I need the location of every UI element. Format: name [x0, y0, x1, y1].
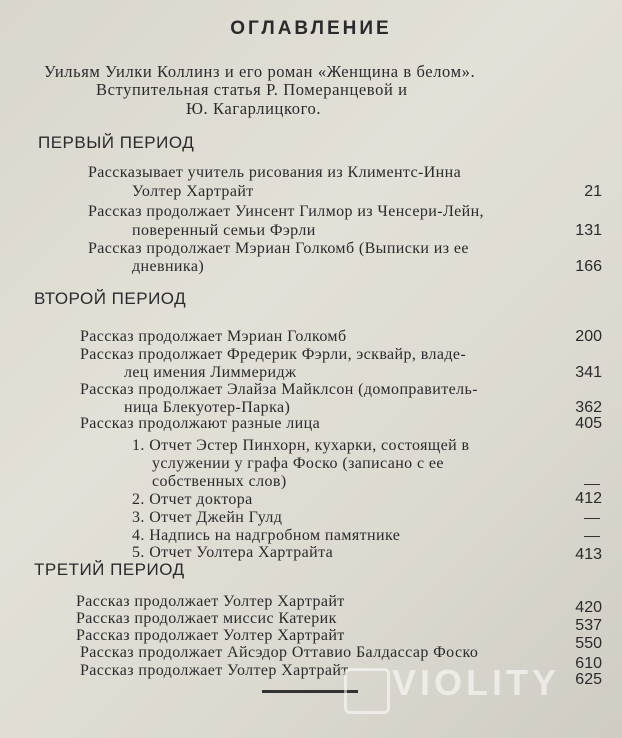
page-number: 412 — [575, 490, 602, 507]
toc-line: Рассказ продолжает Уинсент Гилмор из Ченсери-Лейн, — [88, 203, 484, 220]
page-number: 537 — [575, 617, 602, 634]
toc-line: услужении у графа Фоско (записано с ее — [152, 455, 444, 472]
page-number: 341 — [575, 364, 602, 381]
toc-line: Рассказывает учитель рисования из Климентс-Инна — [88, 164, 462, 181]
intro-line-2: Вступительная статья Р. Померанцевой и — [96, 80, 408, 99]
toc-line: Рассказ продолжает миссис Катерик — [76, 610, 337, 627]
page-dash — [584, 536, 600, 537]
page-number: 21 — [584, 183, 602, 200]
toc-line: Рассказ продолжает Элайза Майклсон (домоправитель- — [80, 381, 478, 398]
toc-line: Рассказ продолжает Фредерик Фэрли, эсквайр, владе- — [80, 346, 467, 363]
toc-line: 2. Отчет доктора — [132, 491, 253, 508]
section-heading: ТРЕТИЙ ПЕРИОД — [34, 560, 185, 579]
toc-line: поверенный семьи Фэрли — [132, 222, 316, 239]
page-number: 166 — [575, 258, 602, 275]
toc-line: лец имения Лиммеридж — [124, 364, 297, 381]
page-number: 625 — [575, 671, 602, 688]
page-title: ОГЛАВЛЕНИЕ — [230, 18, 392, 39]
page-number: 200 — [575, 328, 602, 345]
page-number: 131 — [575, 222, 602, 239]
page-number: 413 — [575, 546, 602, 563]
toc-line: 3. Отчет Джейн Гулд — [132, 509, 283, 526]
section-heading: ВТОРОЙ ПЕРИОД — [34, 289, 187, 308]
page-dash — [584, 518, 600, 519]
toc-line: дневника) — [132, 258, 205, 275]
toc-line: Уолтер Хартрайт — [132, 183, 254, 200]
toc-line: 4. Надпись на надгробном памятнике — [132, 527, 401, 544]
toc-line: Рассказ продолжает Айсэдор Оттавио Балдассар Фоско — [80, 644, 479, 661]
toc-line: собственных слов) — [152, 473, 287, 490]
toc-line: ница Блекуотер-Парка) — [124, 399, 291, 416]
page-dash — [584, 484, 600, 485]
watermark-logo-icon — [344, 668, 390, 714]
toc-line: 1. Отчет Эстер Пинхорн, кухарки, состоящей в — [132, 437, 470, 454]
toc-line: Рассказ продолжает Мэриан Голкомб — [80, 328, 347, 345]
page-number: 420 — [575, 599, 602, 616]
toc-line: Рассказ продолжает Уолтер Хартрайт — [80, 662, 349, 679]
page-number: 405 — [575, 415, 602, 432]
toc-line: Рассказ продолжает Уолтер Хартрайт — [76, 627, 345, 644]
page-number: 550 — [575, 635, 602, 652]
intro-line-3: Ю. Кагарлицкого. — [186, 99, 322, 118]
toc-line: Рассказ продолжает Мэриан Голкомб (Выписки из ее — [88, 240, 469, 257]
section-heading: ПЕРВЫЙ ПЕРИОД — [38, 133, 195, 152]
intro-line-1: Уильям Уилки Коллинз и его роман «Женщина в белом». — [44, 62, 476, 81]
watermark-text: VIOLITY — [392, 662, 561, 703]
page-number: 610 — [575, 655, 602, 672]
page-number: 362 — [575, 399, 602, 416]
toc-line: Рассказ продолжают разные лица — [80, 415, 321, 432]
toc-line: Рассказ продолжает Уолтер Хартрайт — [76, 593, 345, 610]
toc-line: 5. Отчет Уолтера Хартрайта — [132, 544, 334, 561]
